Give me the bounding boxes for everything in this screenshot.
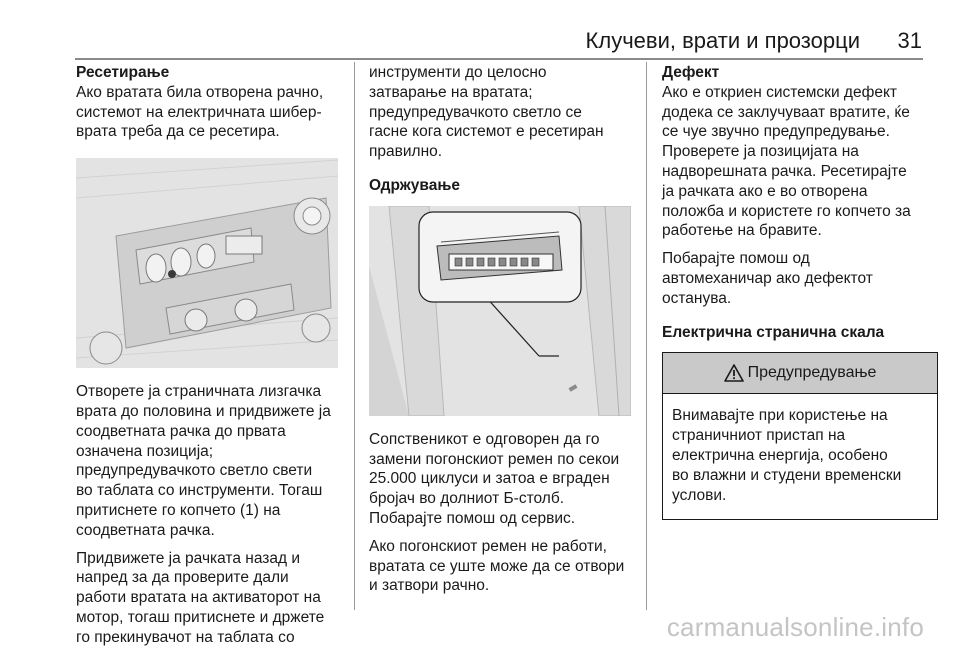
- text-line: се чуе звучно предупредување.: [662, 123, 890, 141]
- text-line: напред за да проверите дали: [76, 569, 289, 587]
- text-line: работи вратата на активаторот на: [76, 589, 321, 607]
- text-line: страничниот пристап на: [672, 427, 846, 445]
- text-line: правилно.: [369, 143, 443, 161]
- text-line: предупредувачкото светло свети: [76, 462, 313, 480]
- text-line: положба и користете го копчето за: [662, 202, 911, 220]
- text-line: Ако погонскиот ремен не работи,: [369, 537, 607, 555]
- counter-illustration: [369, 206, 631, 416]
- text-line: врата до половина и придвижете ја: [76, 402, 331, 420]
- text-line: системот на електричната шибер-: [76, 103, 322, 121]
- paragraph: [76, 549, 346, 648]
- section-heading-maintenance: Одржување: [369, 176, 460, 194]
- text-line: Сопственикот е одговорен да го: [369, 430, 600, 448]
- warning-box: [662, 352, 938, 520]
- text-line: додека се заклучуваат вратите, ќе: [662, 103, 910, 121]
- warning-triangle-icon: [724, 364, 744, 382]
- text-line: Придвижете ја рачката назад и: [76, 549, 301, 567]
- header-rule: [75, 58, 923, 60]
- paragraph: [662, 83, 928, 241]
- column-divider-1: [354, 62, 355, 610]
- paragraph: [369, 63, 639, 162]
- text-line: инструменти до целосно: [369, 64, 547, 81]
- warning-header: [663, 353, 937, 394]
- paragraph: [76, 382, 346, 540]
- text-line: мотор, тогаш притиснете и држете: [76, 608, 325, 626]
- text-line: ја рачката ако е во отворена: [662, 182, 868, 200]
- section-heading-defect: Дефект: [662, 64, 720, 81]
- section-heading-reset: Ресетирање: [76, 64, 170, 81]
- text-line: замени погонскиот ремен по секои: [369, 450, 620, 468]
- column-1: [76, 63, 346, 656]
- text-line: услови.: [672, 486, 727, 504]
- paragraph: [662, 249, 928, 308]
- text-line: соодветната рачка до првата: [76, 422, 286, 440]
- watermark: carmanualsonline.info: [666, 612, 924, 642]
- paragraph: [76, 83, 346, 142]
- warning-title: Предупредување: [747, 364, 877, 382]
- text-line: Отворете ја страничната лизгачка: [76, 383, 322, 401]
- text-line: бројач во долниот Б-столб.: [369, 490, 564, 508]
- column-2: [369, 63, 639, 604]
- text-line: Ако е откриен системски дефект: [662, 83, 898, 101]
- text-line: Ако вратата била отворена рачно,: [76, 83, 324, 101]
- text-line: Внимавајте при користење на: [672, 407, 888, 425]
- text-line: и затвори рачно.: [369, 577, 490, 595]
- text-line: Побарајте помош од: [662, 250, 810, 268]
- text-line: во таблата со инструменти. Тогаш: [76, 482, 323, 500]
- text-line: го прекинувачот на таблата со: [76, 628, 295, 646]
- text-line: електрична енергија, особено: [672, 446, 888, 464]
- text-line: Побарајте помош од сервис.: [369, 509, 576, 527]
- paragraph: [369, 537, 639, 596]
- text-line: врата треба да се ресетира.: [76, 123, 280, 141]
- paragraph: [369, 430, 639, 529]
- text-line: 25.000 циклуси и затоа е вграден: [369, 470, 610, 488]
- text-line: автомеханичар ако дефектот: [662, 269, 873, 287]
- text-line: Проверете ја позицијата на: [662, 143, 859, 161]
- text-line: затварање на вратата;: [369, 83, 533, 101]
- page-title: Клучеви, врати и прозорци: [585, 28, 860, 53]
- text-line: во влажни и студени временски: [672, 466, 902, 484]
- column-divider-2: [646, 62, 647, 610]
- text-line: останува.: [662, 289, 732, 307]
- text-line: означена позиција;: [76, 442, 214, 460]
- text-line: притиснете го копчето (1) на: [76, 501, 281, 519]
- dashboard-illustration: [76, 158, 338, 368]
- column-3: [662, 63, 928, 520]
- text-line: предупредувачкото светло се: [369, 103, 582, 121]
- page-number: 31: [897, 28, 922, 53]
- text-line: надворешната рачка. Ресетирајте: [662, 162, 907, 180]
- warning-body: [663, 394, 937, 519]
- text-line: гасне кога системот е ресетиран: [369, 123, 604, 141]
- text-line: соодветната рачка.: [76, 521, 215, 539]
- section-heading-side-step: Електрична странична скала: [662, 323, 885, 341]
- text-line: работење на бравите.: [662, 222, 822, 240]
- text-line: вратата се уште може да се отвори: [369, 557, 625, 575]
